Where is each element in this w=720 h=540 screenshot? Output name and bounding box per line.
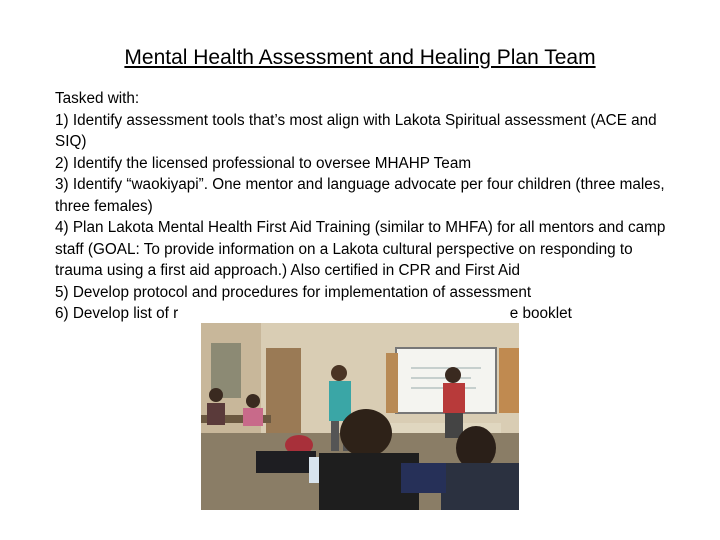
task-item-5: 5) Develop protocol and procedures for implementation of assessment — [55, 283, 532, 301]
task-item-3: 3) Identify “waokiyapi”. One mentor and language advocate per four children (three males, three females) — [55, 176, 665, 215]
task-item-4: 4) Plan Lakota Mental Health First Aid Training (similar to MHFA) for all mentors and camp staff (GOAL: To provide information on a Lakota cultural perspective on responding to trauma using a first aid approach.) Also certified in CPR and First Aid — [55, 219, 666, 279]
tasked-heading: Tasked with: — [55, 90, 140, 107]
task-item-2: 2) Identify the licensed professional to oversee MHAHP Team — [55, 154, 472, 172]
slide-body — [55, 88, 675, 325]
task-item-6: 6) Develop list of r e booklet — [55, 305, 572, 322]
meeting-photo — [201, 323, 519, 510]
task-item-1: 1) Identify assessment tools that’s most align with Lakota Spiritual assessment (ACE and SIQ) — [55, 111, 657, 150]
slide-title: Mental Health Assessment and Healing Plan Team — [124, 46, 596, 69]
